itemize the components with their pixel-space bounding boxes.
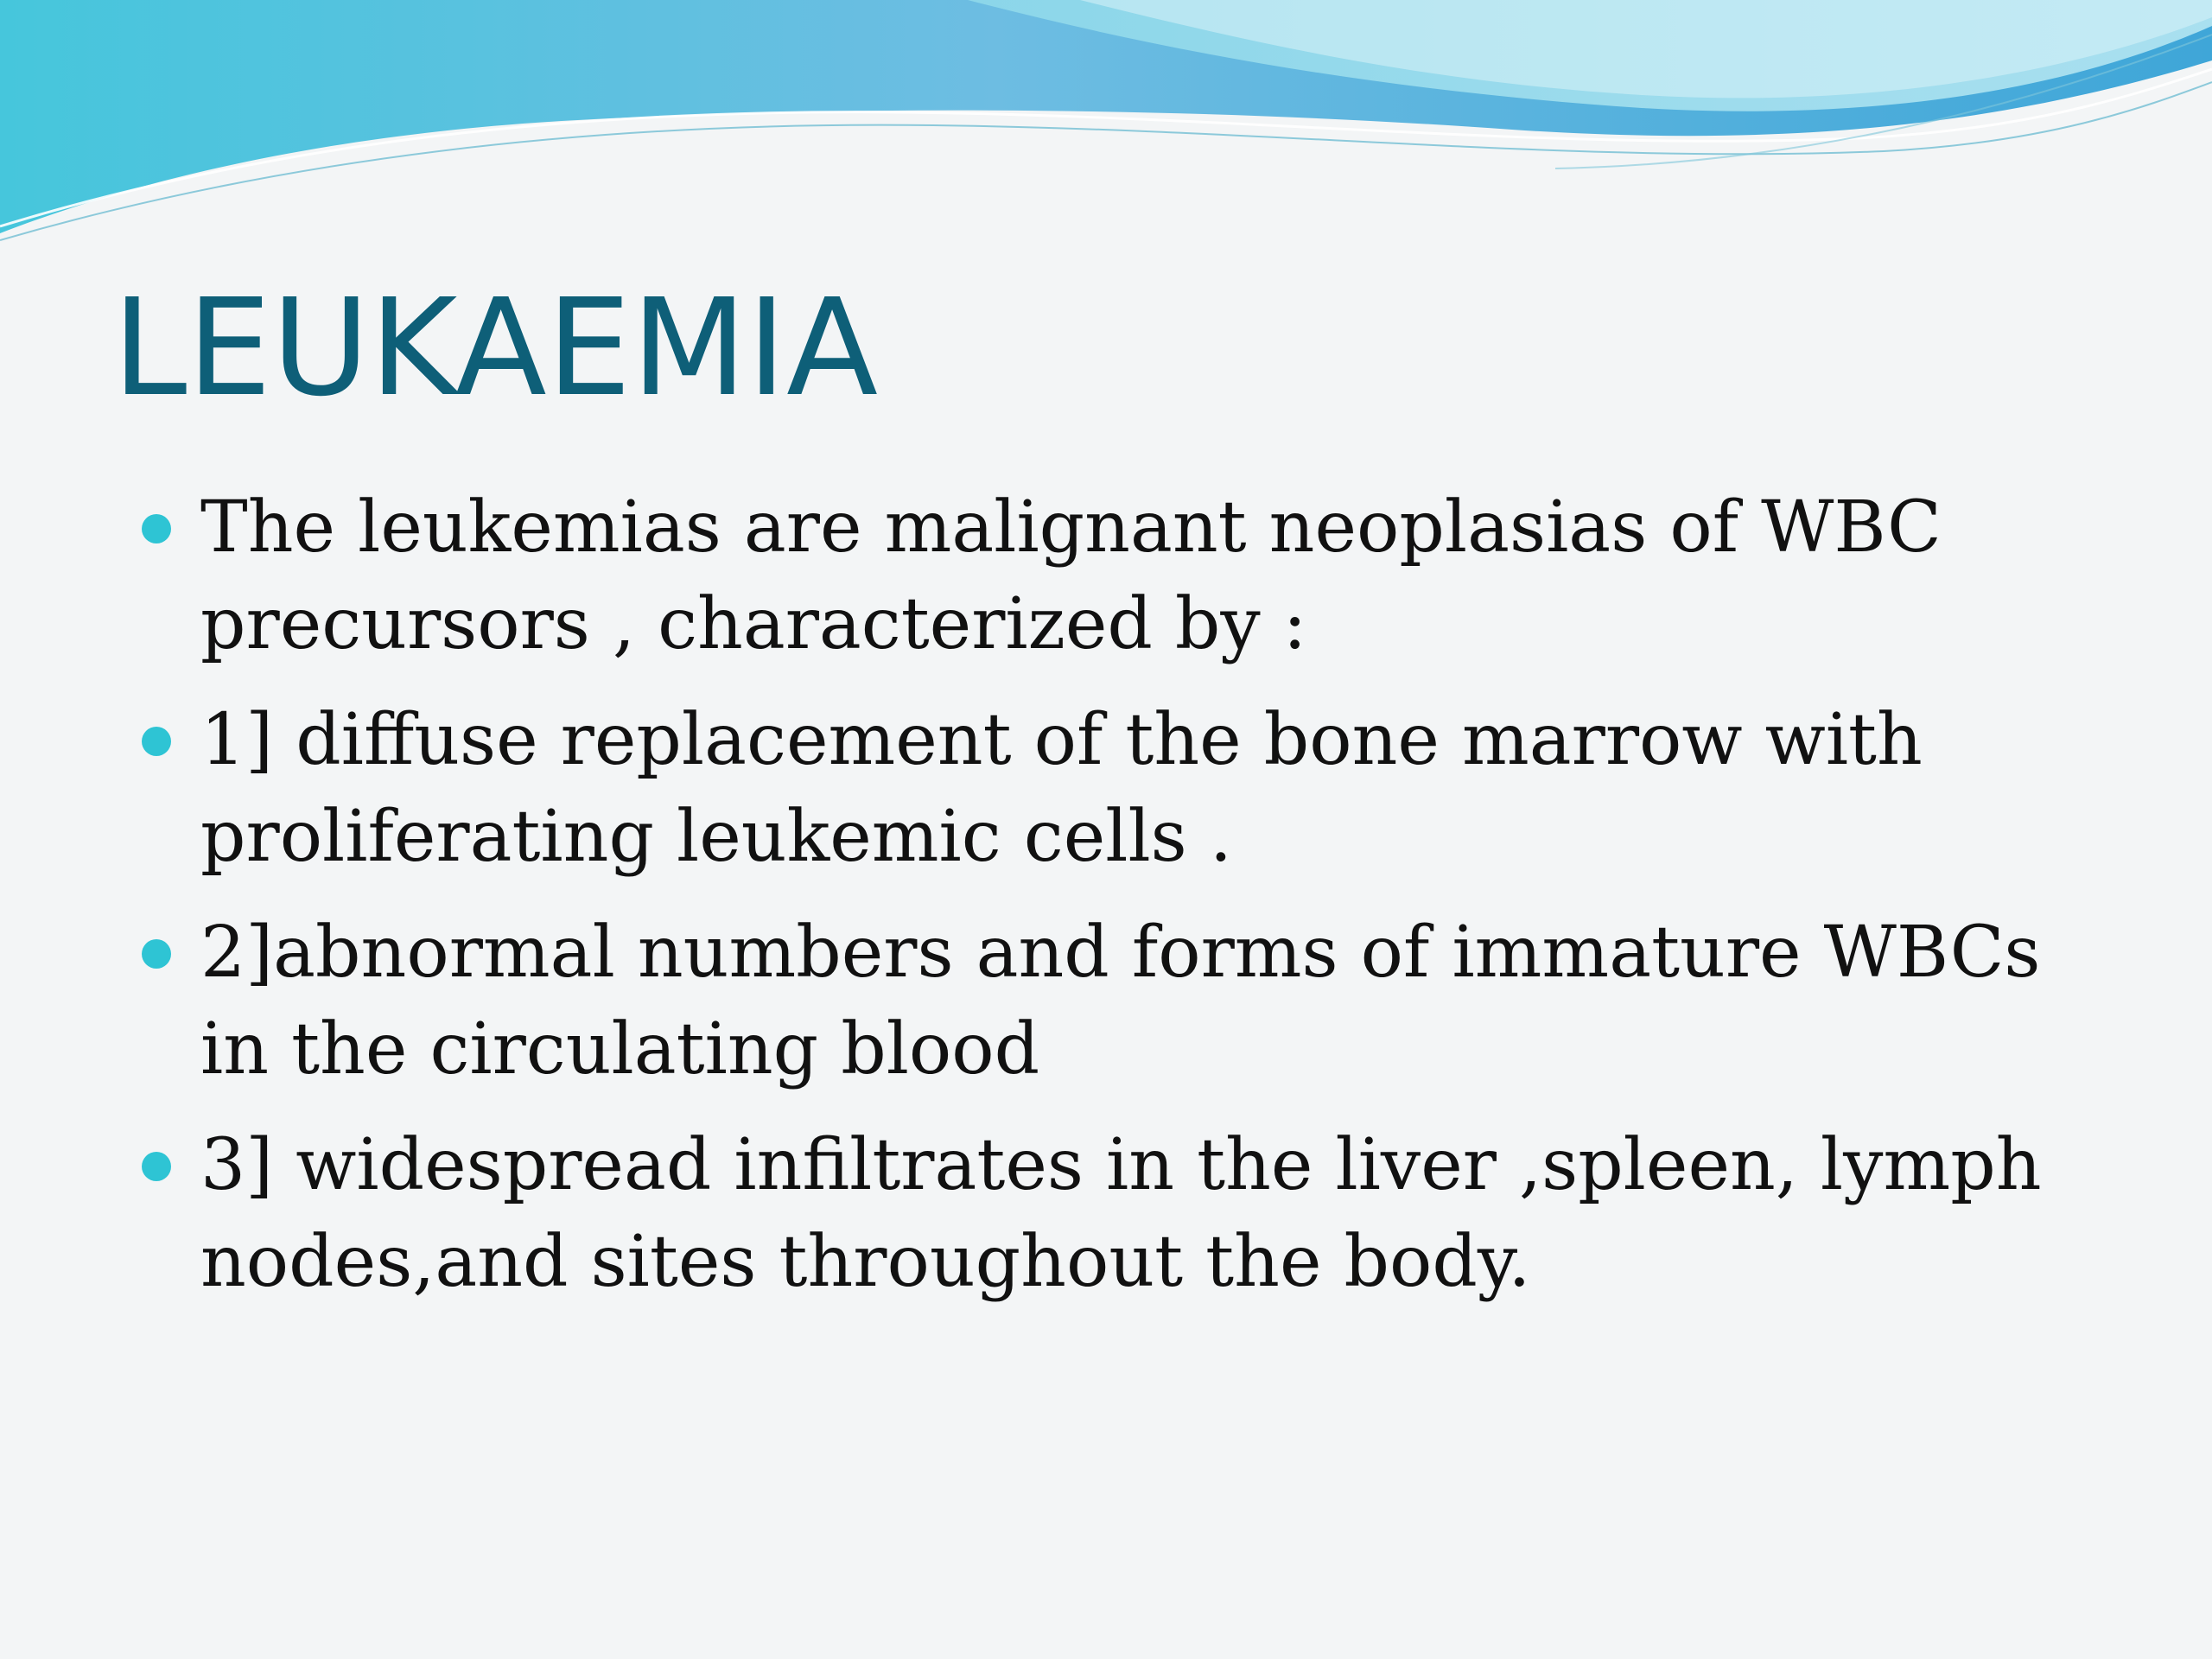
bullet-text: 3] widespread infiltrates in the liver ,spleen, lymph nodes,and sites throughout the body. <box>200 1124 2042 1303</box>
slide-title: LEUKAEMIA <box>112 270 879 426</box>
bullet-item <box>138 480 2126 673</box>
bullet-item <box>138 692 2126 886</box>
bullet-text: 1] diffuse replacement of the bone marrow with proliferating leukemic cells . <box>200 699 1923 878</box>
bullet-list <box>138 480 2126 1330</box>
bullet-dot-icon <box>142 1152 171 1181</box>
bullet-dot-icon <box>142 939 171 969</box>
bullet-text: 2]abnormal numbers and forms of immature WBCs in the circulating blood <box>200 912 2041 1090</box>
wave-header-decoration <box>0 0 2212 259</box>
bullet-dot-icon <box>142 727 171 756</box>
bullet-dot-icon <box>142 514 171 543</box>
bullet-text: The leukemias are malignant neoplasias of WBC precursors , characterized by : <box>200 486 1942 665</box>
bullet-item <box>138 1117 2126 1311</box>
bullet-item <box>138 905 2126 1098</box>
